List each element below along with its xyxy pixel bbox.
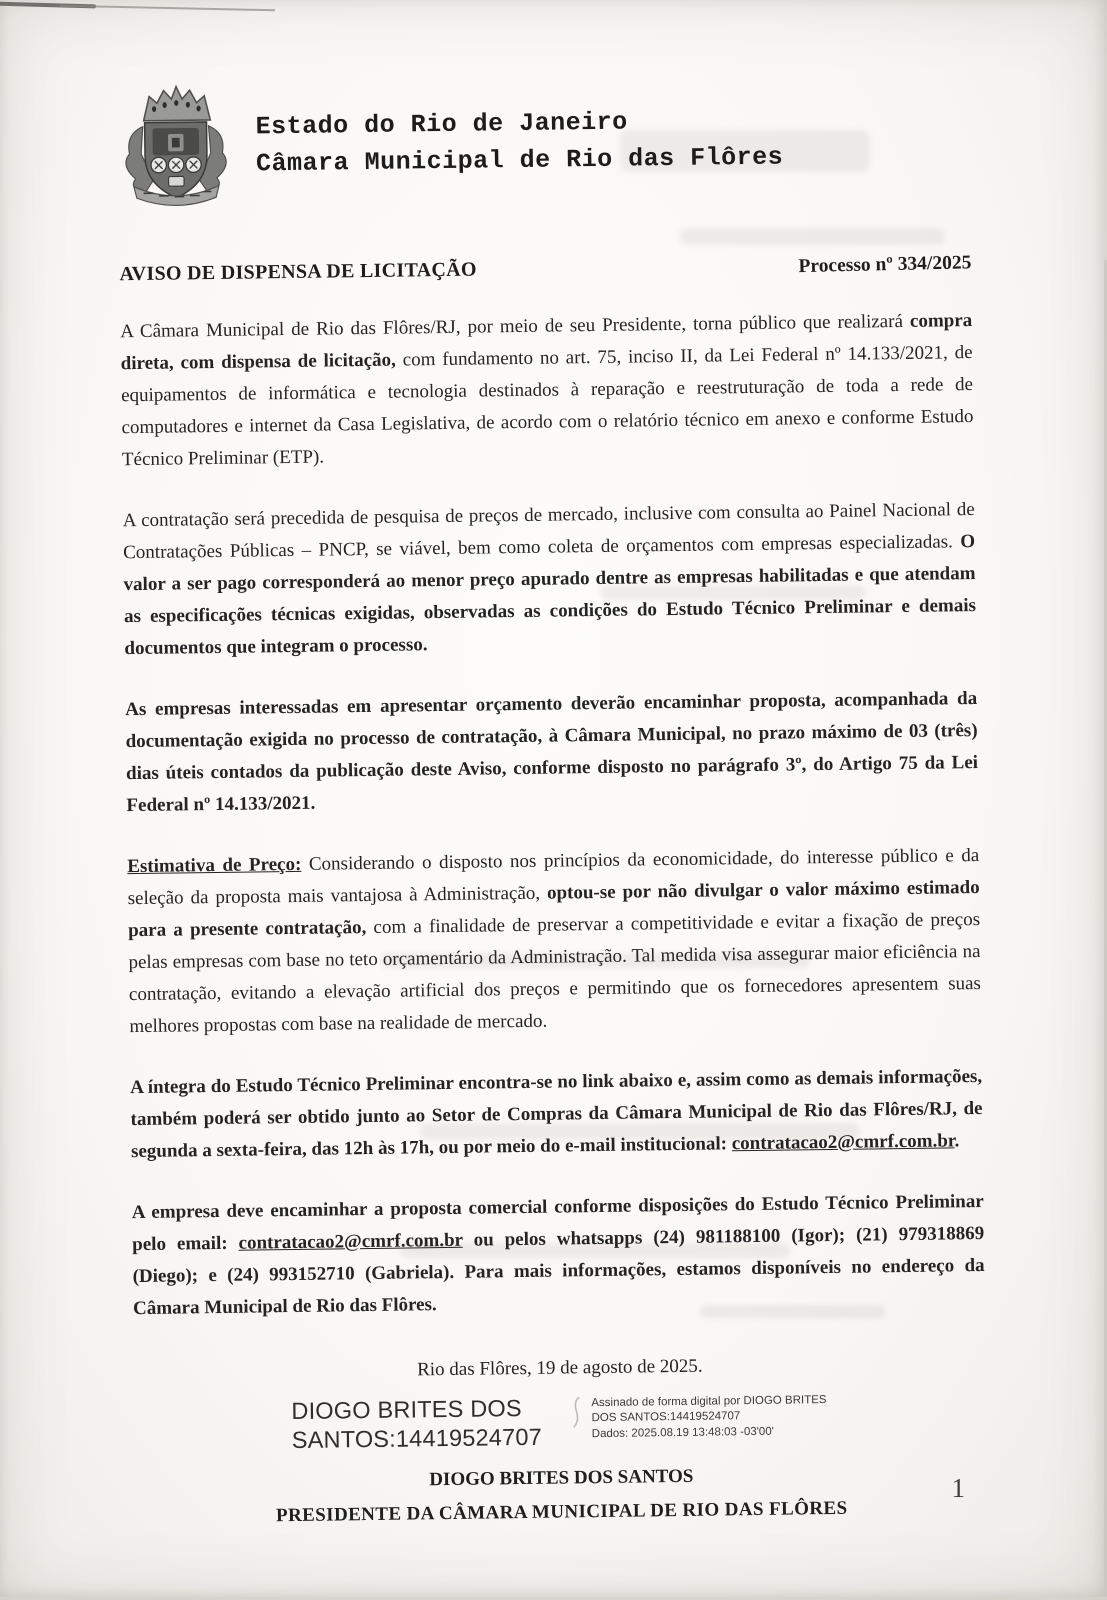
signature-stamp-details: [591, 1390, 830, 1442]
signature-meta-date: Dados: 2025.08.19 13:48:03 -03'00': [591, 1425, 774, 1441]
org-line-chamber: Câmara Municipal de Rio das Flôres: [255, 142, 784, 179]
paragraph-object-of-purchase: A Câmara Municipal de Rio das Flôres/RJ, por meio de seu Presidente, torna público que realizará compra direta, com dispensa de licitação, com fundamento no art. 75, inciso II, da Lei Federal nº 14.133/2021, de equipamentos de informática e tecnologia destinados à reparação e reestruturação de toda a rede de computadores e internet da Casa Legislativa, de acordo com o relatório técnico em anexo e conforme Estudo Técnico Preliminar (ETP).: [120, 310, 974, 471]
signer-name: DIOGO BRITES DOS SANTOS: [429, 1465, 694, 1491]
document-content: [117, 71, 988, 1529]
paragraph-contact-channels: A empresa deve encaminhar a proposta comercial conforme disposições do Estudo Técnico Preliminar pelo email: contratacao2@cmrf.com.br ou pelos whatsapps (24) 981188100 (Igor); (21) 979318869 (Diego); e (24) 993152710 (Gabriela). Para mais informações, estamos disponíveis no endereço da Câmara Municipal de Rio das Flôres.: [131, 1190, 985, 1320]
paragraph-price-estimate: Estimativa de Preço: Considerando o disposto nos princípios da economicidade, do interesse público e da seleção da proposta mais vantajosa à Administração, optou-se por não divulgar o valor máximo estimado para a presente contratação, com a finalidade de preservar a competitividade e evitar a fixação de preços pelas empresas com base no teto orçamentário da Administração. Tal medida visa assegurar maior eficiência na contratação, evitando a elevação artificial dos preços e permitindo que os fornecedores apresentem suas melhores propostas com base na realidade de mercado.: [127, 845, 982, 1038]
paragraph-proposal-deadline: As empresas interessadas em apresentar orçamento deverão encaminhar proposta, acompanhada da documentação exigida no processo de contratação, à Câmara Municipal, no prazo máximo de 03 (três) dias úteis contados da publicação deste Aviso, conforme disposto no parágrafo 3º, do Artigo 75 da Lei Federal nº 14.133/2021.: [125, 688, 979, 817]
signature-meta-signedby: Assinado de forma digital por DIOGO BRITES DOS SANTOS:14419524707: [591, 1394, 827, 1425]
institutional-email-link[interactable]: contratacao2@cmrf.com.br: [731, 1130, 955, 1155]
document-body: [120, 305, 985, 1325]
digital-signature-stamp: [134, 1388, 987, 1457]
process-number: Processo nº 334/2025: [798, 252, 972, 278]
letterhead: [117, 71, 971, 217]
paragraph-etp-access: A íntegra do Estudo Técnico Preliminar encontra-se no link abaixo e, assim como as demais informações, também poderá ser obtido junto ao Setor de Compras da Câmara Municipal de Rio das Flôres/RJ, de segunda a sexta-feira, das 12h às 17h, ou por meio do e-mail institucional: contratacao2@cmrf.com.br.: [130, 1065, 983, 1163]
paragraph-price-research: A contratação será precedida de pesquisa de preços de mercado, inclusive com consulta ao Painel Nacional de Contratações Públicas – PNCP, se viável, bem como coleta de orçamentos com empresas especializadas. O valor a ser pago corresponderá ao menor preço apurado dentre as empresas habilitadas e que atendam as especificações técnicas exigidas, observadas as condições do Estudo Técnico Preliminar e demais documentos que integram o processo.: [122, 499, 977, 660]
proposal-email-link[interactable]: contratacao2@cmrf.com.br: [238, 1229, 463, 1254]
date-line: Rio das Flôres, 19 de agosto de 2025.: [416, 1355, 703, 1381]
signature-bracket-mark: [571, 1395, 582, 1434]
signature-stamp-name: DIOGO BRITES DOS SANTOS:14419524707: [291, 1395, 543, 1454]
organization-name: [255, 74, 783, 183]
title-row: [119, 252, 971, 286]
signer-title: PRESIDENTE DA CÂMARA MUNICIPAL DE RIO DAS FLÔRES: [275, 1497, 848, 1527]
price-estimate-label: Estimativa de Preço:: [127, 853, 302, 878]
org-line-state: Estado do Rio de Janeiro: [255, 107, 628, 142]
coat-of-arms-icon: [117, 83, 235, 218]
document-title: AVISO DE DISPENSA DE LICITAÇÃO: [119, 258, 477, 286]
page-number: 1: [951, 1473, 965, 1503]
